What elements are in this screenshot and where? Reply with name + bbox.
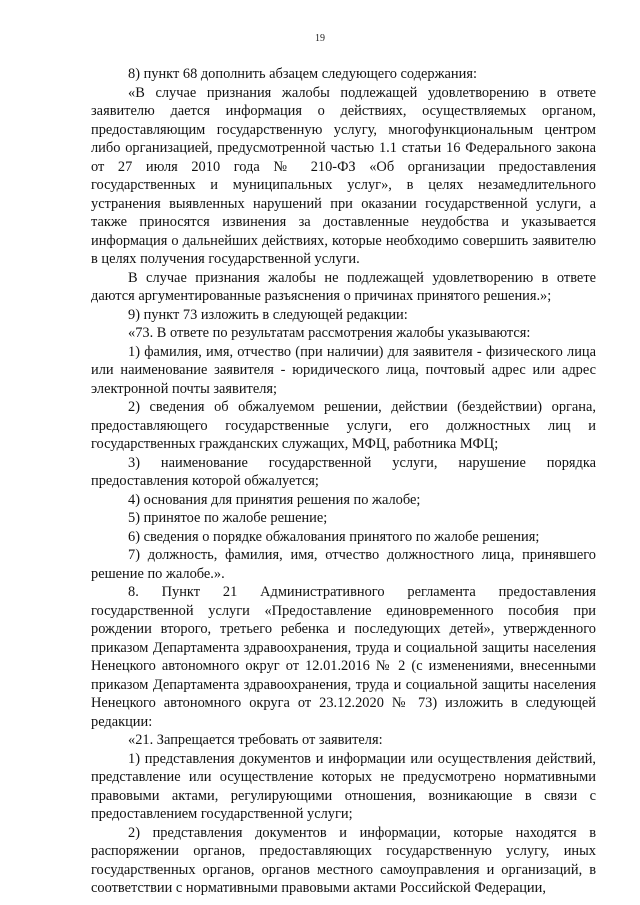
list-item-5: 5) принятое по жалобе решение; [128, 510, 328, 526]
list-item-6: 6) сведения о порядке обжалования принятого по жалобе решения; [128, 528, 540, 545]
page-number: 19 [315, 33, 325, 44]
list-item-3: 3) наименование государственной услуги, нарушение порядка предоставления которой обжалуется; [91, 454, 596, 489]
list-item-2: 2) сведения об обжалуемом решении, действии (бездействии) органа, предоставляющего государственные услуги, его должностных лиц и государственных гражданских служащих, МФЦ, работника МФЦ; [91, 399, 596, 452]
paragraph-complaint-satisfied: «В случае признания жалобы подлежащей удовлетворению в ответе заявителю дается информация о действиях, осуществляемых органом, предоставляющим государственную услугу, многофункциональным центром либо организацией, предусмотренной частью 1.1 статьи 16 Федерального закона от 27 июля 2010 года № 210-ФЗ «Об организации предоставления государственных и муниципальных услуг», в целях незамедлительного устранения выявленных нарушений при оказании государственной услуги, а также приносятся извинения за доставленные неудобства и указывается информация о дальнейших действиях, которые необходимо совершить заявителю в целях получения государственной услуги. [91, 84, 596, 267]
list-item-7: 7) должность, фамилия, имя, отчество должностного лица, принявшего решение по жалобе.». [91, 547, 596, 582]
list-item-1: 1) фамилия, имя, отчество (при наличии) для заявителя - физического лица или наименование заявителя - юридического лица, почтовый адрес или адрес электронной почты заявителя; [91, 343, 596, 397]
paragraph-clause-73: «73. В ответе по результатам рассмотрения жалобы указываются: [128, 325, 531, 341]
paragraph-clause-21: «21. Запрещается требовать от заявителя: [128, 732, 383, 748]
paragraph-item-9: 9) пункт 73 изложить в следующей редакции: [128, 306, 408, 323]
document-body [91, 65, 596, 898]
list-item-21-2: 2) представления документов и информации, которые находятся в распоряжении органов, предоставляющих государственную услугу, иных государственных органов, органов местного самоуправления и организаций, в соответствии с нормативными правовыми актами Российской Федерации, [91, 824, 596, 896]
list-item-21-1: 1) представления документов и информации или осуществления действий, представление или осуществление которых не предусмотрено нормативными правовыми актами, регулирующими отношения, возникающие в связи с предоставлением государственной услуги; [91, 750, 596, 822]
paragraph-section-8: 8. Пункт 21 Административного регламента предоставления государственной услуги «Предоставление единовременного пособия при рождении второго, третьего ребенка и последующих детей», утвержденного приказом Департамента здравоохранения, труда и социальной защиты населения Ненецкого автономного округ от 12.01.2016 № 2 (с изменениями, внесенными приказом Департамента здравоохранения, труда и социальной защиты населения Ненецкого автономного округа от 23.12.2020 № 73) изложить в следующей редакции: [91, 584, 596, 730]
paragraph-complaint-rejected: В случае признания жалобы не подлежащей удовлетворению в ответе даются аргументированные разъяснения о причинах принятого решения.»; [91, 269, 596, 304]
list-item-4: 4) основания для принятия решения по жалобе; [128, 491, 421, 508]
paragraph-item-8: 8) пункт 68 дополнить абзацем следующего содержания: [128, 66, 477, 82]
